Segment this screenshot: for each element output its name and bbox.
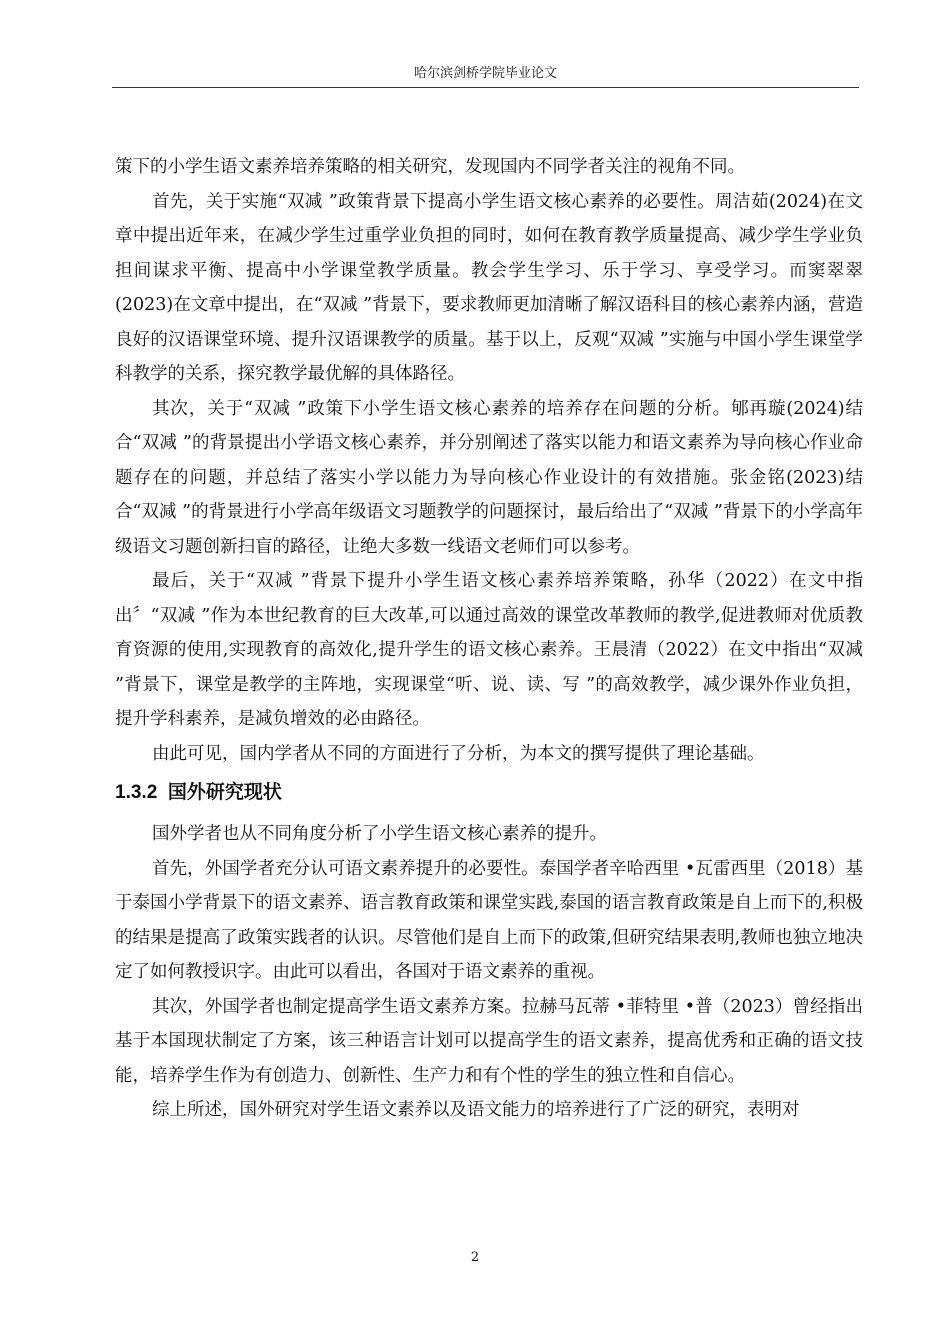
paragraph: 首先，关于实施“双减 ”政策背景下提高小学生语文核心素养的必要性。周洁茹(2024)在文章中提出近年来，在减少学生过重学业负担的同时，如何在教育教学质量提高、减少学生学业负担间谋求平衡、提高中小学课堂教学质量。教会学生学习、乐于学习、享受学习。而窦翠翠(2023)在文章中提出，在“双减 ”背景下，要求教师更加清晰了解汉语科目的核心素养内涵，营造良好的汉语课堂环境、提升汉语课教学的质量。基于以上，反观“双减 ”实施与中国小学生课堂学科教学的关系，探究教学最优解的具体路径。 xyxy=(115,191,863,384)
paragraph: 策下的小学生语文素养培养策略的相关研究，发现国内不同学者关注的视角不同。 xyxy=(115,157,745,177)
page-number: 2 xyxy=(470,1250,480,1265)
paragraph: 国外学者也从不同角度分析了小学生语文核心素养的提升。 xyxy=(152,824,607,844)
section-title: 国外研究现状 xyxy=(167,782,282,803)
paragraph: 首先，外国学者充分认可语文素养提升的必要性。泰国学者辛哈西里 •瓦雷西里（2018）基于泰国小学背景下的语文素养、语言教育政策和课堂实践,泰国的语言教育政策是自上而下的,积极的结果是提高了政策实践者的认识。尽管他们是自上而下的政策,但研究结果表明,教师也独立地决定了如何教授识字。由此可以看出，各国对于语文素养的重视。 xyxy=(115,858,863,982)
paragraph: 其次，外国学者也制定提高学生语文素养方案。拉赫马瓦蒂 •菲特里 •普（2023）曾经指出基于本国现状制定了方案，该三种语言计划可以提高学生的语文素养，提高优秀和正确的语文技能，培养学生作为有创造力、创新性、生产力和有个性的学生的独立性和自信心。 xyxy=(115,996,863,1086)
paragraph: 其次，关于“双减 ”政策下小学生语文核心素养的培养存在问题的分析。郇再璇(2024)结合“双减 ”的背景提出小学语文核心素养，并分别阐述了落实以能力和语文素养为导向核心作业命题存在的问题，并总结了落实小学以能力为导向核心作业设计的有效措施。张金铭(2023)结合“双减 ”的背景进行小学高年级语文习题教学的问题探讨，最后给出了“双减 ”背景下的小学高年级语文习题创新扫盲的路径，让绝大多数一线语文老师们可以参考。 xyxy=(115,398,863,557)
paragraph: 最后，关于“双减 ”背景下提升小学生语文核心素养培养策略，孙华（2022）在文中指出〞“双减 ”作为本世纪教育的巨大改革,可以通过高效的课堂改革教师的教学,促进教师对优质教育资源的使用,实现教育的高效化,提升学生的语文核心素养。王晨清（2022）在文中指出“双减 ”背景下，课堂是教学的主阵地，实现课堂“听、说、读、写 ”的高效教学，减少课外作业负担，提升学科素养，是减负增效的必由路径。 xyxy=(115,571,863,729)
paragraph: 综上所述，国外研究对学生语文素养以及语文能力的培养进行了广泛的研究，表明对 xyxy=(152,1100,800,1120)
document-body xyxy=(115,150,863,1128)
header-title: 哈尔滨剑桥学院毕业论文 xyxy=(413,66,557,81)
page-header xyxy=(112,62,859,88)
section-number: 1.3.2 xyxy=(115,782,158,803)
section-heading xyxy=(115,777,863,809)
paragraph: 由此可见，国内学者从不同的方面进行了分析，为本文的撰写提供了理论基础。 xyxy=(152,743,765,764)
